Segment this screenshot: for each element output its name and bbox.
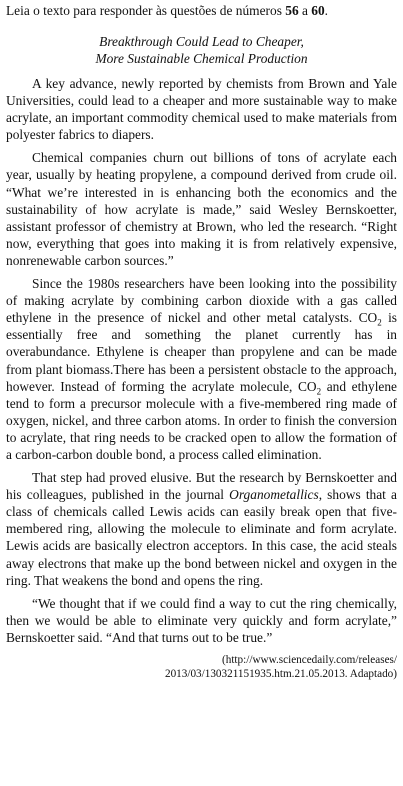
journal-name: Organometallics: [229, 487, 319, 503]
question-instruction: [6, 2, 397, 19]
co2-subscript: 2: [316, 386, 322, 397]
paragraph-3-part-3: and ethylene tend to form a precursor molecule with a five-membered ring made of oxygen, nickel, and three carbon atoms. In order to finish the conversion to acrylate, that ring needs to be cracked open to allow the formation of a carbon-carbon double bond, a process called elimination.: [6, 378, 397, 462]
paragraph-2: Chemical companies churn out billions of tons of acrylate each year, usually by heating propylene, a compound derived from crude oil. “What we’re interested in is enhancing both the economics and the sustainability of how acrylate is made,” said Wesley Bernskoetter, assistant professor of chemistry at Brown, who led the research. “Right now, everything that goes into making it is from relatively expensive, nonrenewable carbon sources.”: [6, 150, 397, 268]
paragraph-3-part-1: Since the 1980s researchers have been looking into the possibility of making acrylate by combining carbon dioxide with a gas called ethylene in the presence of nickel and other metal catalysts. CO: [6, 276, 397, 326]
source-citation: [6, 653, 397, 681]
co2-subscript: 2: [377, 317, 382, 328]
question-number-start: 56: [285, 3, 299, 18]
article-title-line-1: Breakthrough Could Lead to Cheaper,: [99, 34, 304, 49]
question-number-end: 60: [311, 3, 325, 18]
article-title: [6, 33, 397, 67]
source-line-1: (http://www.sciencedaily.com/releases/: [222, 654, 397, 666]
source-line-2: 2013/03/130321151935.htm.21.05.2013. Adaptado): [164, 668, 397, 680]
paragraph-3-part-2: is essentially free and something the planet currently has in overabundance. Ethylene is cheaper than propylene and can be made from plant biomass.There has been a persistent obstacle to the approach, however. Instead of forming the acrylate molecule, CO: [6, 310, 398, 394]
paragraph-4-part-2: , shows that a class of chemicals called Lewis acids can easily break open that five-membered ring, allowing the molecule to eliminate and form acrylate. Lewis acids are basically electron acceptors. In this case, the acid steals away electrons that make up the bond between nickel and oxygen in the ring. That weakens the bond and opens the ring.: [6, 487, 397, 588]
paragraph-4: [6, 469, 397, 589]
instruction-prefix: Leia o texto para responder às questões de números: [6, 3, 286, 18]
instruction-connector: a: [298, 3, 312, 18]
article-title-line-2: More Sustainable Chemical Production: [95, 51, 308, 66]
instruction-suffix: .: [324, 3, 329, 18]
paragraph-3: [6, 275, 397, 463]
paragraph-1: A key advance, newly reported by chemists from Brown and Yale Universities, could lead to a cheaper and more sustainable way to make acrylate, an important commodity chemical used to make materials from polyester fabrics to diapers.: [6, 76, 397, 143]
paragraph-5: “We thought that if we could find a way to cut the ring chemically, then we would be able to eliminate very quickly and form acrylate,” Bernskoetter said. “And that turns out to be true.”: [6, 595, 397, 645]
paragraph-4-part-1: That step had proved elusive. But the research by Bernskoetter and his colleagues, published in the journal: [6, 470, 397, 503]
